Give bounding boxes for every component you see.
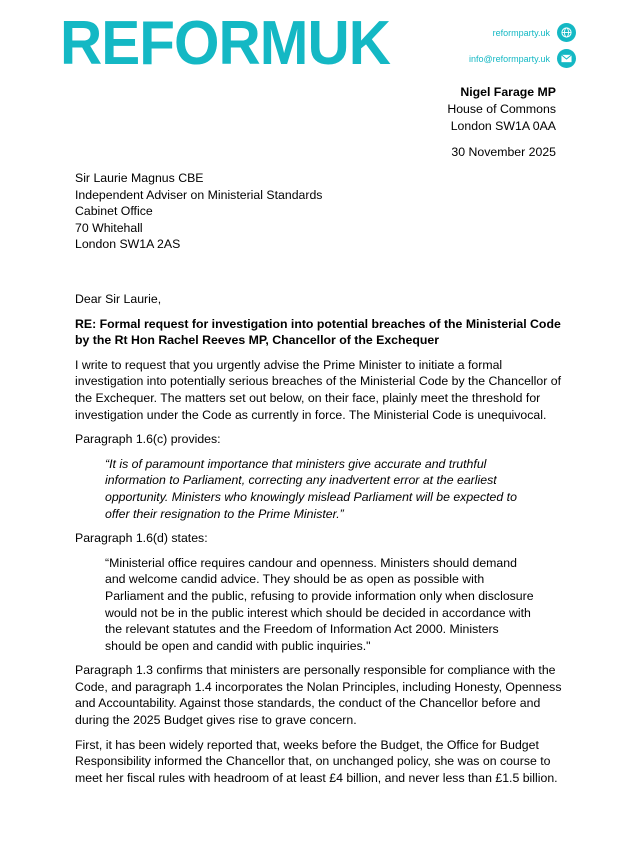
logo-text: REFORMUK bbox=[60, 12, 392, 72]
paragraph: I write to request that you urgently advise the Prime Minister to initiate a formal investigation into potentially serious breaches of the Ministerial Code by the Chancellor of the Exchequer. The matters set out below, on their face, plainly meet the threshold for investigation under the Code as currently in force. The Ministerial Code is unequivocal. bbox=[75, 357, 561, 422]
recipient-line: Sir Laurie Magnus CBE bbox=[75, 171, 204, 185]
recipient-line: Independent Adviser on Ministerial Standards bbox=[75, 187, 323, 202]
paragraph: Paragraph 1.6(d) states: bbox=[75, 531, 208, 546]
email-text[interactable]: info@reformparty.uk bbox=[469, 53, 550, 64]
reform-uk-logo bbox=[60, 12, 400, 72]
website-text[interactable]: reformparty.uk bbox=[492, 27, 550, 38]
recipient-line: Cabinet Office bbox=[75, 204, 153, 219]
email-contact[interactable] bbox=[469, 49, 576, 68]
quote-block: “Ministerial office requires candour and openness. Ministers should demand and welcome candid advice. They should be as open as possible with Parliament and the public, refusing to provide information only when disclosure would not be in the public interest which should be decided in accordance with the relevant statutes and the Freedom of Information Act 2000. Ministers should be open and candid with public inquiries." bbox=[105, 555, 534, 653]
letter-body bbox=[75, 291, 565, 794]
paragraph: Paragraph 1.6(c) provides: bbox=[75, 432, 221, 447]
sender-address-line: House of Commons bbox=[447, 102, 556, 116]
paragraph: Paragraph 1.3 confirms that ministers are personally responsible for compliance with the Code, and paragraph 1.4 incorporates the Nolan Principles, including Honesty, Openness and Accountability. Against those standards, the conduct of the Chancellor before and during the 2025 Budget gives rise to grave concern. bbox=[75, 663, 562, 728]
salutation: Dear Sir Laurie, bbox=[75, 292, 162, 306]
quote-block: “It is of paramount importance that ministers give accurate and truthful information to Parliament, correcting any inadvertent error at the earliest opportunity. Ministers who knowingly mislead Parliament will be expected to offer their resignation to the Prime Minister.” bbox=[105, 456, 517, 521]
sender-address bbox=[447, 84, 556, 135]
website-contact[interactable] bbox=[493, 23, 576, 42]
recipient-line: London SW1A 2AS bbox=[75, 237, 181, 252]
sender-address-line: London SW1A 0AA bbox=[450, 119, 556, 133]
sender-name: Nigel Farage MP bbox=[460, 85, 556, 99]
globe-icon bbox=[557, 23, 576, 42]
subject-line: RE: Formal request for investigation into potential breaches of the Ministerial Code by the Rt Hon Rachel Reeves MP, Chancellor of the Exchequer bbox=[75, 316, 561, 348]
paragraph: First, it has been widely reported that, weeks before the Budget, the Office for Budget Responsibility informed the Chancellor that, on unchanged policy, she was on course to meet her fiscal rules with headroom of at least £4 billion, and never less than £1.5 billion. bbox=[75, 737, 558, 785]
recipient-address bbox=[75, 170, 322, 253]
recipient-line: 70 Whitehall bbox=[75, 220, 143, 235]
letter-date: 30 November 2025 bbox=[451, 145, 556, 159]
envelope-icon bbox=[557, 49, 576, 68]
